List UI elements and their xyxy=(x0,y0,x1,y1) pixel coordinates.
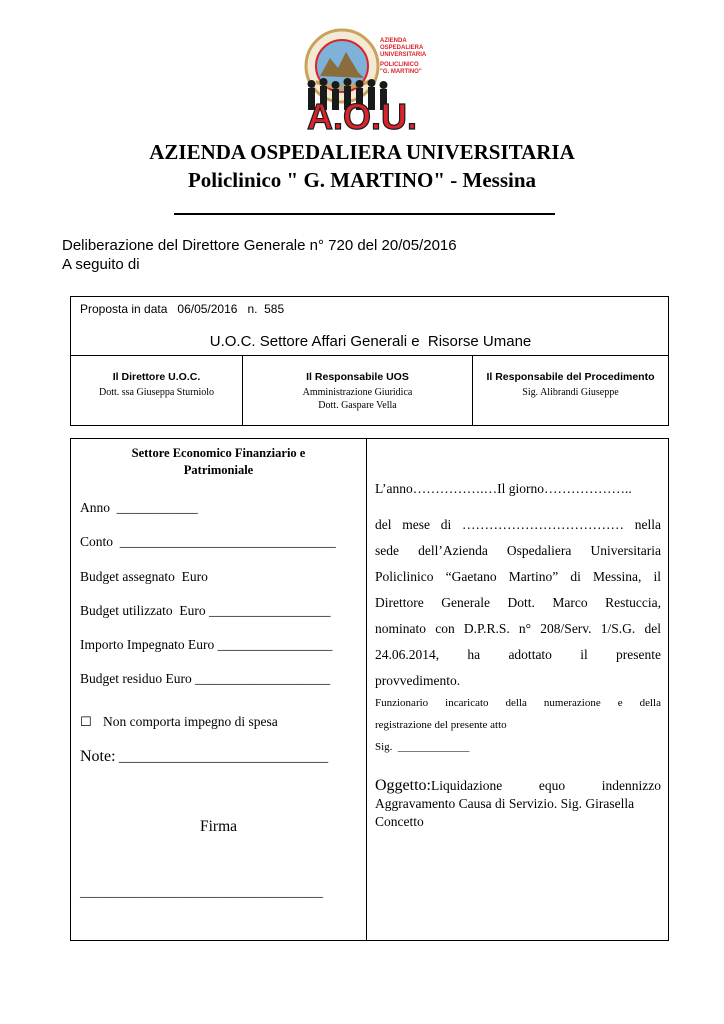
oggetto-label: Oggetto: xyxy=(375,777,431,794)
signature-role: Il Responsabile del Procedimento xyxy=(486,371,655,383)
conto-field: Conto ________________________________ xyxy=(80,534,336,549)
funzionario-line-1: Funzionario incaricato della numerazione e della xyxy=(375,697,661,709)
signature-name: Sig. Alibrandi Giuseppe xyxy=(522,387,619,398)
atto-body xyxy=(375,512,661,694)
budget-assegnato-field: Budget assegnato Euro xyxy=(80,569,208,584)
title-underline xyxy=(174,213,555,215)
oggetto-line-2: Aggravamento Causa di Servizio. Sig. Girasella xyxy=(375,796,635,811)
importo-impegnato-field: Importo Impegnato Euro _________________ xyxy=(80,637,333,652)
sig-line: Sig. _____________ xyxy=(375,741,470,753)
logo-text-line-3: UNIVERSITARIA xyxy=(380,52,427,58)
deliberazione-line: Deliberazione del Direttore Generale n° 720 del 20/05/2016 xyxy=(62,237,457,254)
atto-last-line: provvedimento. xyxy=(375,673,461,688)
atto-line-6: 24.06.2014, ha adottato il presente xyxy=(375,647,661,662)
note-row xyxy=(80,748,328,766)
atto-line-5: nominato con D.P.R.S. n° 208/Serv. 1/S.G. del xyxy=(375,621,661,636)
atto-line-4: Direttore Generale Dott. Marco Restuccia, xyxy=(375,595,661,610)
unit-name: U.O.C. Settore Affari Generali e Risorse Umane xyxy=(209,333,532,350)
signature-name: Dott. ssa Giuseppa Sturniolo xyxy=(99,387,214,398)
logo-acronym: A.O.U. xyxy=(306,96,418,132)
a-seguito-di: A seguito di xyxy=(62,256,140,273)
aou-logo-graphic xyxy=(296,28,432,132)
economico-heading-line-1: Settore Economico Finanziario e xyxy=(131,446,306,460)
economico-heading-line-2: Patrimoniale xyxy=(183,463,254,477)
signature-name: Dott. Gaspare Vella xyxy=(318,400,397,411)
oggetto-line-3: Concetto xyxy=(375,814,424,829)
atto-line-1: del mese di ……………………………… nella xyxy=(375,517,661,532)
checkbox-icon: ☐ xyxy=(80,715,92,730)
non-comporta-label: Non comporta impegno di spesa xyxy=(103,714,278,729)
logo-text-line-5: "G. MARTINO" xyxy=(380,69,422,75)
note-label: Note: xyxy=(80,748,116,765)
hospital-title: AZIENDA OSPEDALIERA UNIVERSITARIA xyxy=(149,140,575,164)
proposta-divider xyxy=(71,355,668,356)
hospital-subtitle: Policlinico " G. MARTINO" - Messina xyxy=(187,168,537,192)
signature-responsabile-uos xyxy=(243,371,472,412)
anno-giorno-line: L’anno…………….…Il giorno……………….. xyxy=(375,481,632,496)
signature-role: Il Responsabile UOS xyxy=(306,371,409,383)
firma-label: Firma xyxy=(199,818,238,835)
oggetto-line-1 xyxy=(375,777,661,795)
funzionario-line-2: registrazione del presente atto xyxy=(375,719,507,731)
economico-heading xyxy=(71,445,366,479)
proposta-box xyxy=(70,296,669,426)
budget-residuo-field: Budget residuo Euro ____________________ xyxy=(80,671,331,686)
delibera-box xyxy=(70,438,669,941)
proposta-line: Proposta in data 06/05/2016 n. 585 xyxy=(80,302,285,316)
note-line: _______________________________ xyxy=(118,749,329,764)
atto-line-2: sede dell’Azienda Ospedaliera Universitaria xyxy=(375,543,661,558)
logo-text-line-4: POLICLINICO xyxy=(380,62,419,68)
budget-utilizzato-field: Budget utilizzato Euro __________________ xyxy=(80,603,331,618)
column-divider xyxy=(366,439,367,940)
signature-name: Amministrazione Giuridica xyxy=(302,387,413,398)
atto-line-3: Policlinico “Gaetano Martino” di Messina, il xyxy=(375,569,661,584)
aou-logo xyxy=(296,28,432,132)
funzionario-block xyxy=(375,692,661,758)
oggetto-text: Liquidazione equo indennizzo xyxy=(431,778,661,793)
anno-field: Anno ____________ xyxy=(80,500,198,515)
signature-direttore xyxy=(71,371,242,399)
firma-line: ____________________________________ xyxy=(80,884,323,899)
signature-role: Il Direttore U.O.C. xyxy=(112,371,201,383)
oggetto-block xyxy=(375,777,661,831)
logo-text-line-2: OSPEDALIERA xyxy=(380,45,424,51)
signature-responsabile-procedimento xyxy=(473,371,668,399)
non-comporta-row xyxy=(80,714,278,730)
logo-text-line-1: AZIENDA xyxy=(380,38,407,44)
